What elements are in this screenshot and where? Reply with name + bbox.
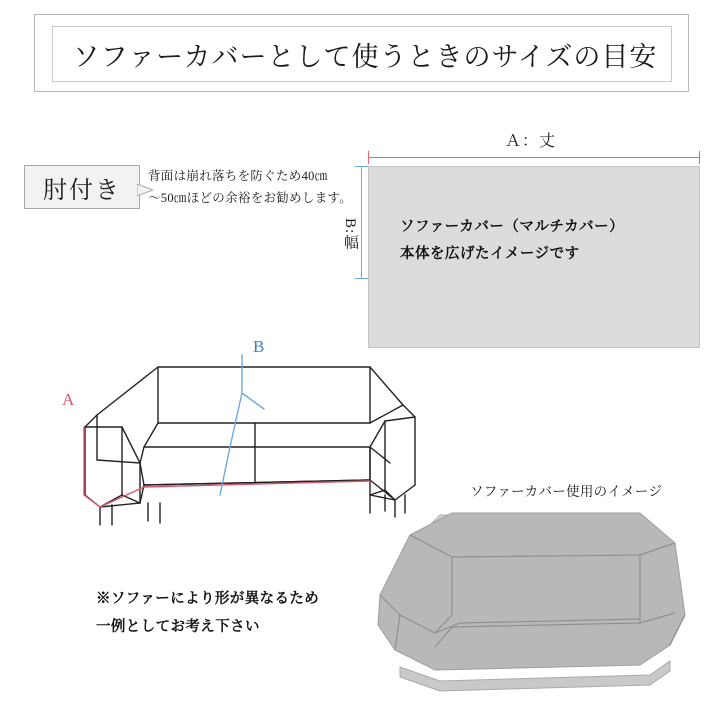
cover-caption-line-1: ソファーカバー（マルチカバー） [400,219,625,235]
backrest-note-line-2: ～50㎝ほどの余裕をお勧めします。 [148,190,353,205]
usage-illustration [340,495,710,695]
armrest-type-tag: 肘付き [24,165,140,209]
measure-a-cap-right [699,151,700,164]
backrest-note [148,166,358,210]
page-title: ソファーカバーとして使うときのサイズの目安 [72,41,658,72]
measure-a-line [368,157,700,158]
measure-b-cap-bottom [355,278,368,279]
measure-b-cap-top [355,166,368,167]
backrest-note-line-1: 背面は崩れ落ちを防ぐため40㎝ [148,169,328,183]
measure-b-line [361,166,362,278]
measure-b-label: B:幅 [342,218,358,251]
measure-a-label: Ａ：丈 [505,133,557,150]
caption-line-1: ※ソファーにより形が異なるため [96,591,320,607]
caption-line-2: 一例としてお考え下さい [96,618,260,635]
cover-caption-line-2: 本体を広げたイメージです [400,245,580,262]
measure-a-cap-left [368,151,369,164]
cover-rectangle-caption [400,214,700,268]
sofa-measure-a-marker: A [62,390,75,409]
usage-image-label: ソファーカバー使用のイメージ [470,484,663,499]
sofa-measure-b-marker: B [253,337,265,356]
